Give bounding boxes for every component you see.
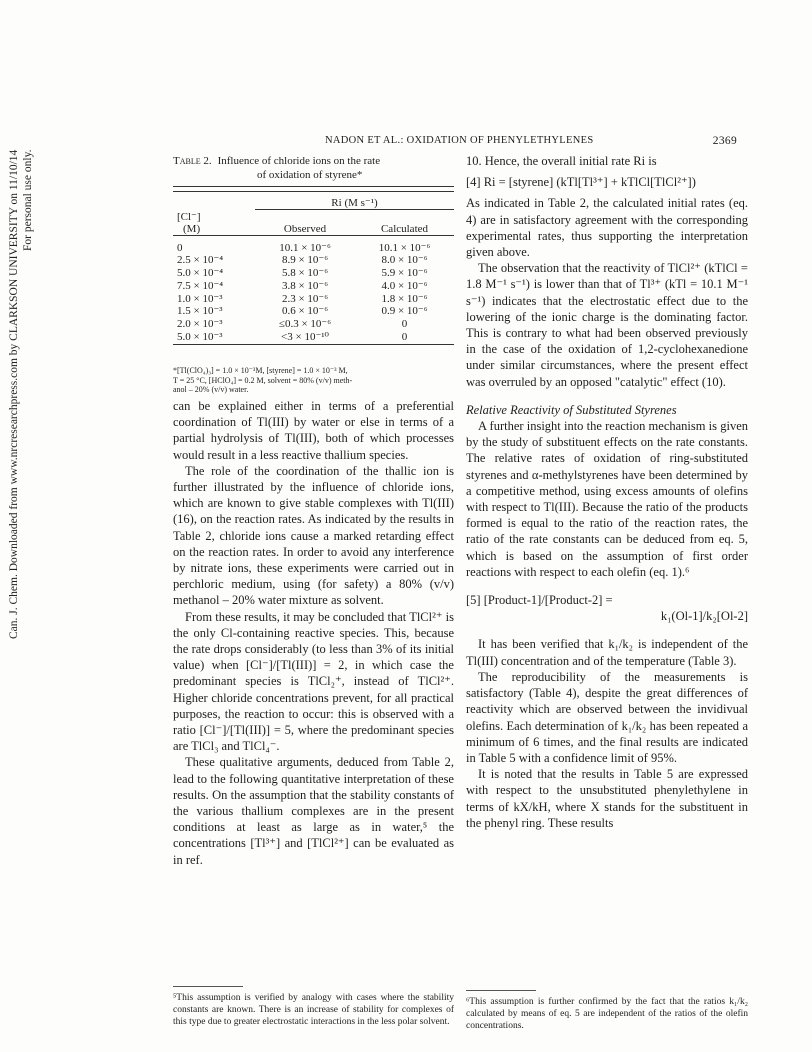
- paragraph: The reproducibility of the measurements is satisfactory (Table 4), despite the great differences of reactivity which are observed between the invidivual olefins. Each determination of k₁/k₂ has been repeated a minimum of 6 times, and the final results are indicated in Table 5 with a confidence limit of 95%.: [466, 669, 748, 765]
- cell-cl: 5.0 × 10⁻³: [177, 331, 223, 344]
- cell-observed: 3.8 × 10⁻⁶: [281, 279, 329, 292]
- download-notice: Can. J. Chem. Downloaded from www.nrcresearchpress.com by CLARKSON UNIVERSITY on 11/10/14: [8, 150, 20, 640]
- cell-observed: 2.3 × 10⁻⁶: [281, 292, 329, 305]
- cell-calculated: 5.9 × 10⁻⁶: [381, 267, 428, 280]
- header-observed: Observed: [283, 222, 327, 235]
- cell-calculated: 4.0 × 10⁻⁶: [381, 279, 428, 292]
- cell-calculated: 10.1 × 10⁻⁶: [378, 241, 431, 254]
- paragraph: It has been verified that k₁/k₂ is independent of the Tl(III) concentration and of the temperature (Table 3).: [466, 637, 748, 668]
- right-column: [466, 153, 748, 831]
- cell-cl: 1.5 × 10⁻³: [177, 305, 223, 318]
- paragraph: As indicated in Table 2, the calculated initial rates (eq. 4) are in satisfactory agreement with the corresponding experimental rates, thus supporting the interpretation given above.: [466, 196, 748, 260]
- cell-observed: 10.1 × 10⁻⁶: [279, 241, 331, 254]
- table-row: [173, 242, 454, 255]
- cell-cl: 5.0 × 10⁻⁴: [177, 267, 224, 280]
- cell-observed: 8.9 × 10⁻⁶: [281, 254, 329, 267]
- table-label: Table 2.: [173, 155, 212, 167]
- page-number: 2369: [712, 135, 737, 147]
- paragraph: From these results, it may be concluded that TlCl²⁺ is the only Cl-containing reactive species. This, because the rate drops considerably (to less than 3% of its initial value) when [Cl⁻]/[Tl(III)] = 2, in which case the predominant species is TlCl₂⁺, instead of TlCl²⁺. Higher chloride concentrations prevent, for all practical purposes, the reaction to occur: this is observed with a ratio [Cl⁻]/[Tl(III)] = 5, where the predominant species are TlCl₃ and TlCl₄⁻.: [173, 609, 454, 754]
- caption-line-1: Influence of chloride ions on the rate: [217, 155, 381, 167]
- header-cl-unit: (M): [183, 222, 201, 235]
- footnote-5: ⁵This assumption is verified by analogy with cases where the stability constants are known. There is an increase of stability for complexes of this type due to greater electrostatic interactions in the less polar solvent.: [173, 993, 454, 1027]
- cell-cl: 0: [177, 241, 183, 254]
- cell-calculated: 1.8 × 10⁻⁶: [381, 292, 428, 305]
- header-cl: [Cl⁻]: [177, 210, 201, 223]
- cell-observed: <3 × 10⁻¹⁰: [281, 331, 329, 344]
- cell-calculated: 0.9 × 10⁻⁶: [381, 305, 428, 318]
- equation-5-rhs: k₁(Ol-1]/k₂[Ol-2]: [660, 609, 748, 624]
- footnote-6: ⁶This assumption is further confirmed by the fact that the ratios k₁/k₂ calculated by means of eq. 5 are independent of the ratios of the olefin concentrations.: [466, 997, 748, 1031]
- cell-calculated: 0: [401, 331, 408, 344]
- table-row: [173, 254, 454, 267]
- caption-line-2: of oxidation of styrene*: [257, 169, 363, 181]
- header-ri: Ri (M s⁻¹): [331, 197, 378, 209]
- cell-observed: 5.8 × 10⁻⁶: [281, 267, 329, 280]
- left-column: [173, 398, 454, 868]
- running-title: NADON ET AL.: OXIDATION OF PHENYLETHYLENES: [325, 135, 594, 146]
- paragraph: A further insight into the reaction mechanism is given by the study of substituent effects on the rate constants. The relative rates of oxidation of ring-substituted styrenes and α-methylstyrenes have been determined by a competitive method, using excess amounts of olefins with respect to Tl(III). Because the ratio of the products formed is equal to the ratio of the reaction rates, the ratio of the rate constants can be deduced from eq. 5, which is based on the assumption of first order reactions with respect to each olefin (eq. 1).⁶: [466, 419, 748, 579]
- table-caption: [173, 154, 454, 182]
- cell-cl: 2.0 × 10⁻³: [177, 318, 223, 331]
- paragraph: It is noted that the results in Table 5 are expressed with respect to the unsubstituted phenylethylene in terms of kX/kH, where X stands for the substituent in the phenyl ring. These results: [466, 767, 748, 830]
- footnote-rule: [466, 990, 536, 991]
- cell-calculated: 8.0 × 10⁻⁶: [381, 254, 428, 267]
- personal-use-notice: For personal use only.: [22, 150, 34, 252]
- cell-observed: 0.6 × 10⁻⁶: [281, 305, 329, 318]
- footnote-rule: [173, 986, 243, 987]
- table-row: [173, 293, 454, 306]
- header-calculated: Calculated: [380, 222, 429, 235]
- table-row: [173, 305, 454, 318]
- cell-observed: ≤0.3 × 10⁻⁶: [278, 318, 332, 331]
- equation-5: [5] [Product-1]/[Product-2] =: [466, 593, 613, 608]
- table-row: [173, 267, 454, 280]
- table-row: [173, 318, 454, 331]
- table-footnote-line-2: T = 25 °C, [HClO₄] = 0.2 M, solvent = 80% (v/v) meth-: [173, 375, 353, 385]
- data-table: [173, 186, 454, 351]
- table-footnote: [173, 366, 454, 395]
- paragraph: The role of the coordination of the thallic ion is further illustrated by the influence of chloride ions, which are known to give stable complexes with Tl(III) (16), on the reaction rates. As indicated by the results in Table 2, chloride ions cause a marked retarding effect on the reaction rates. In order to avoid any interference by nitrate ions, these experiments were carried out in perchloric medium, using (for safety) a 80% (v/v) methanol – 20% water mixture as solvent.: [173, 463, 454, 608]
- cell-calculated: 0: [401, 318, 408, 331]
- cell-cl: 7.5 × 10⁻⁴: [177, 279, 224, 292]
- section-heading: Relative Reactivity of Substituted Styrenes: [466, 402, 677, 417]
- table-footnote-line-3: anol – 20% (v/v) water.: [173, 385, 249, 394]
- table-footnote-line-1: *[Tl(ClO₄)₃] = 1.0 × 10⁻³M, [styrene] = 1.0 × 10⁻³ M,: [173, 366, 348, 375]
- cell-cl: 2.5 × 10⁻⁴: [177, 254, 224, 267]
- paragraph: The observation that the reactivity of TlCl²⁺ (kTlCl = 1.8 M⁻¹ s⁻¹) is lower than that of Tl³⁺ (kTl = 10.1 M⁻¹ s⁻¹) indicates that the electrostatic effect due to the lowering of the ionic charge is the dominating factor. This is contrary to what had been observed previously in the case of the oxidation of 1,2-cyclohexanedione under similar circumstances, where the present effect was overruled by an opposed "catalytic" effect (10).: [466, 261, 748, 389]
- table-row: [173, 331, 454, 344]
- paragraph: 10. Hence, the overall initial rate Ri is: [466, 154, 657, 168]
- paragraph: can be explained either in terms of a preferential coordination of Tl(III) by water or else in terms of a partial hydrolysis of Tl(III), both of which processes would result in a less reactive thallium species.: [173, 399, 454, 462]
- cell-cl: 1.0 × 10⁻³: [177, 292, 223, 305]
- paragraph: These qualitative arguments, deduced from Table 2, lead to the following quantitative interpretation of these results. On the assumption that the stability constants of the various thallium complexes are in the present conditions at least as large as in water,⁵ the concentrations [Tl³⁺] and [TlCl²⁺] can be evaluated as in ref.: [173, 755, 454, 867]
- equation-4: [4] Ri = [styrene] (kTl[Tl³⁺] + kTlCl[TlCl²⁺]): [466, 175, 696, 190]
- table-row: [173, 280, 454, 293]
